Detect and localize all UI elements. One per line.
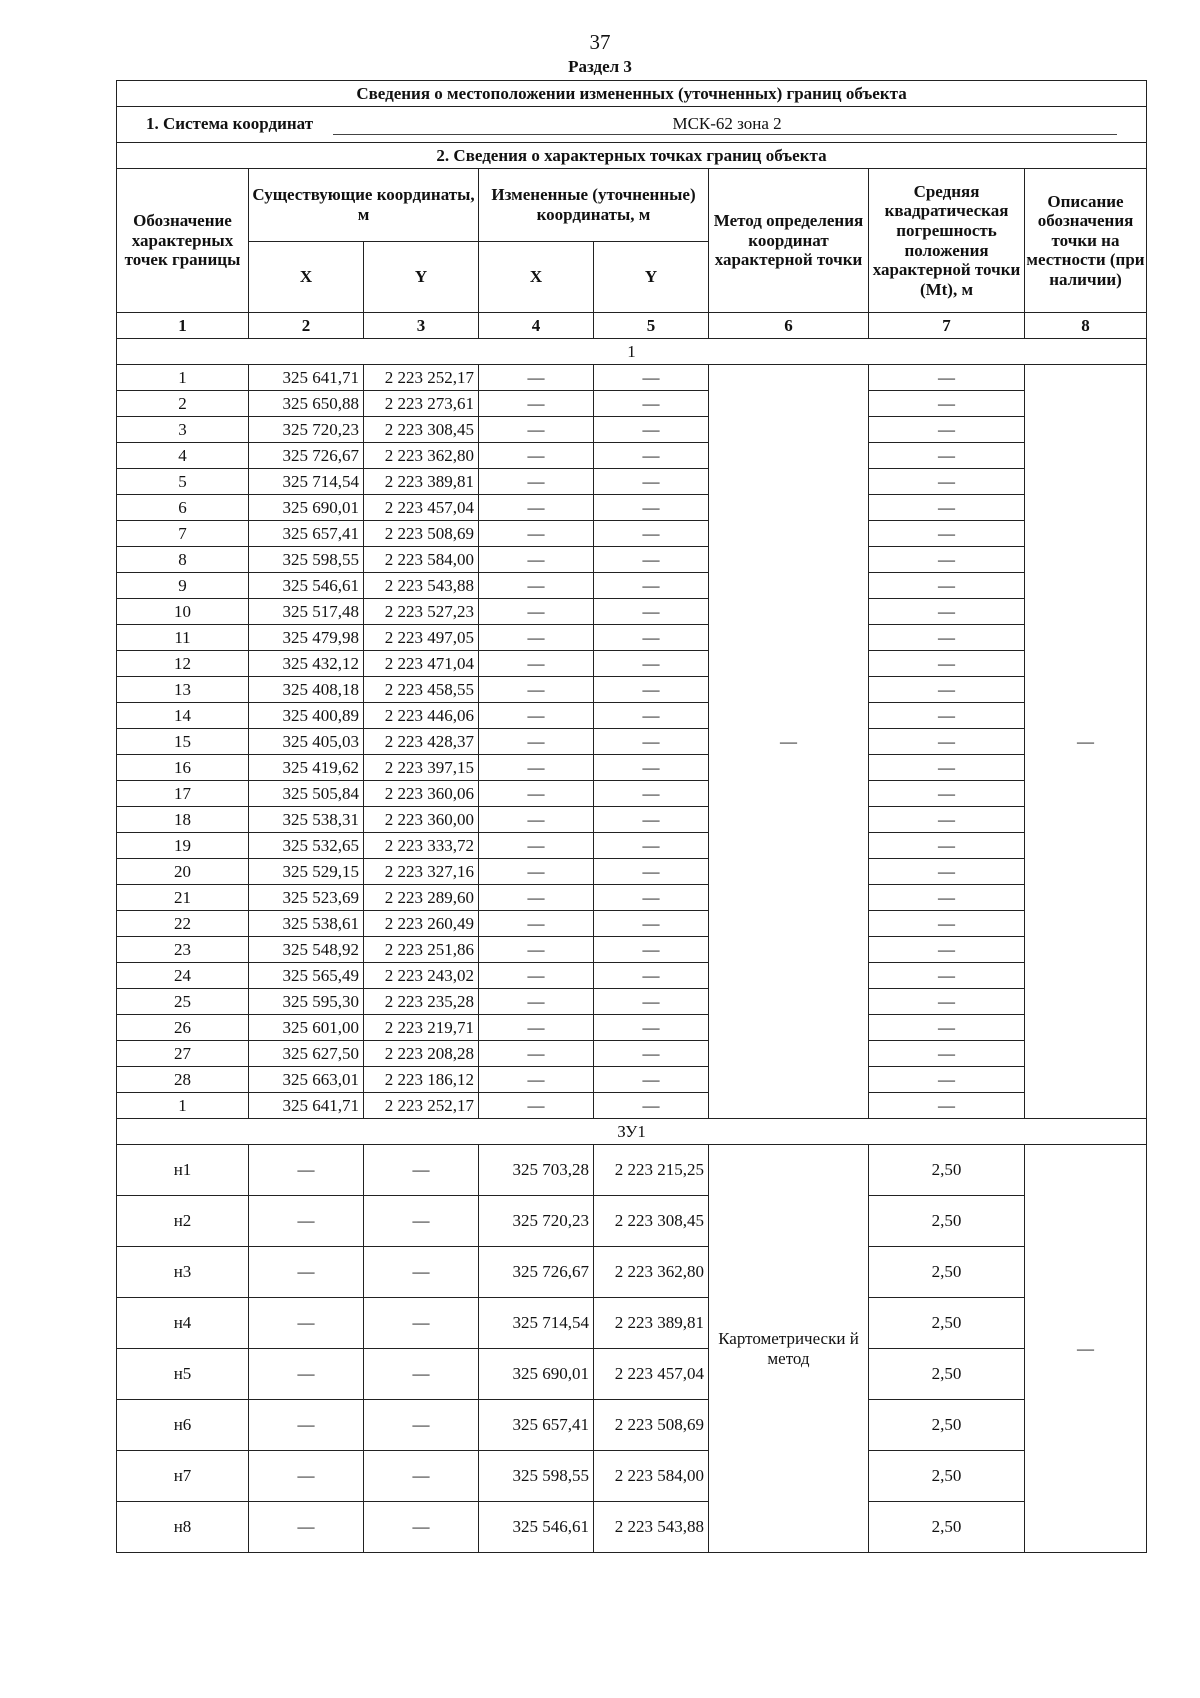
existing-x-cell: 325 657,41 [249,521,364,547]
existing-y-cell: 2 223 497,05 [364,625,479,651]
column-number: 4 [479,313,594,339]
error-cell: 2,50 [869,1400,1025,1451]
error-cell: — [869,651,1025,677]
table-row [117,1400,1147,1451]
error-cell: — [869,963,1025,989]
point-id-cell: 6 [117,495,249,521]
group-label: 1 [117,339,1147,365]
error-cell: — [869,1041,1025,1067]
changed-x-cell: — [479,417,594,443]
error-cell: — [869,1093,1025,1119]
existing-y-cell: 2 223 527,23 [364,599,479,625]
table-row [117,1451,1147,1502]
existing-y-cell: 2 223 333,72 [364,833,479,859]
table-row [117,807,1147,833]
error-cell: — [869,885,1025,911]
boundary-points-table [116,80,1147,1553]
table-row [117,391,1147,417]
existing-x-cell: — [249,1247,364,1298]
column-number: 7 [869,313,1025,339]
existing-x-cell: — [249,1400,364,1451]
changed-y-cell: — [594,963,709,989]
existing-y-cell: 2 223 327,16 [364,859,479,885]
existing-x-cell: 325 714,54 [249,469,364,495]
existing-x-cell: 325 432,12 [249,651,364,677]
coord-system-value: МСК-62 зона 2 [333,114,1117,135]
point-id-cell: 1 [117,1093,249,1119]
point-id-cell: н4 [117,1298,249,1349]
existing-y-cell: 2 223 508,69 [364,521,479,547]
table-row [117,521,1147,547]
header-changed-coords: Измененные (уточненные) координаты, м [479,169,709,242]
method-cell: — [709,365,869,1119]
changed-x-cell: — [479,781,594,807]
changed-x-cell: — [479,937,594,963]
table-row [117,1015,1147,1041]
changed-y-cell: 2 223 308,45 [594,1196,709,1247]
point-id-cell: н3 [117,1247,249,1298]
point-id-cell: н8 [117,1502,249,1553]
changed-y-cell: — [594,469,709,495]
changed-y-cell: — [594,885,709,911]
existing-x-cell: 325 641,71 [249,365,364,391]
existing-x-cell: 325 663,01 [249,1067,364,1093]
existing-x-cell: 325 641,71 [249,1093,364,1119]
point-id-cell: 8 [117,547,249,573]
error-cell: 2,50 [869,1298,1025,1349]
error-cell: 2,50 [869,1247,1025,1298]
point-id-cell: 18 [117,807,249,833]
existing-y-cell: 2 223 397,15 [364,755,479,781]
changed-x-cell: — [479,443,594,469]
column-number: 1 [117,313,249,339]
table-row [117,573,1147,599]
point-id-cell: 10 [117,599,249,625]
table-row [117,365,1147,391]
error-cell: — [869,989,1025,1015]
point-id-cell: 2 [117,391,249,417]
error-cell: — [869,703,1025,729]
existing-y-cell: — [364,1400,479,1451]
changed-x-cell: — [479,989,594,1015]
changed-y-cell: — [594,729,709,755]
existing-y-cell: — [364,1247,479,1298]
table-row [117,1298,1147,1349]
changed-x-cell: — [479,807,594,833]
changed-y-cell: — [594,807,709,833]
changed-y-cell: 2 223 389,81 [594,1298,709,1349]
existing-y-cell: 2 223 458,55 [364,677,479,703]
error-cell: — [869,729,1025,755]
changed-x-cell: — [479,911,594,937]
existing-y-cell: — [364,1196,479,1247]
error-cell: — [869,677,1025,703]
point-id-cell: 16 [117,755,249,781]
table-row [117,1349,1147,1400]
error-cell: — [869,859,1025,885]
changed-y-cell: — [594,911,709,937]
table-row [117,547,1147,573]
changed-y-cell: 2 223 508,69 [594,1400,709,1451]
error-cell: — [869,521,1025,547]
header-x-changed: X [479,242,594,313]
table-row [117,781,1147,807]
existing-y-cell: 2 223 389,81 [364,469,479,495]
point-id-cell: 14 [117,703,249,729]
changed-x-cell: 325 690,01 [479,1349,594,1400]
existing-y-cell: — [364,1349,479,1400]
changed-y-cell: — [594,1093,709,1119]
existing-y-cell: 2 223 273,61 [364,391,479,417]
table-row [117,1502,1147,1553]
changed-y-cell: — [594,651,709,677]
table-row [117,729,1147,755]
existing-x-cell: — [249,1349,364,1400]
changed-x-cell: — [479,859,594,885]
changed-y-cell: 2 223 215,25 [594,1145,709,1196]
changed-y-cell: — [594,391,709,417]
existing-x-cell: 325 598,55 [249,547,364,573]
existing-y-cell: — [364,1502,479,1553]
changed-y-cell: — [594,859,709,885]
existing-y-cell: 2 223 289,60 [364,885,479,911]
existing-y-cell: 2 223 471,04 [364,651,479,677]
error-cell: — [869,443,1025,469]
existing-x-cell: 325 405,03 [249,729,364,755]
point-id-cell: 4 [117,443,249,469]
existing-x-cell: 325 505,84 [249,781,364,807]
error-cell: — [869,911,1025,937]
changed-x-cell: 325 703,28 [479,1145,594,1196]
error-cell: — [869,755,1025,781]
point-id-cell: 22 [117,911,249,937]
existing-y-cell: 2 223 446,06 [364,703,479,729]
existing-y-cell: 2 223 252,17 [364,1093,479,1119]
error-cell: — [869,573,1025,599]
error-cell: — [869,1015,1025,1041]
changed-y-cell: — [594,417,709,443]
changed-y-cell: — [594,599,709,625]
error-cell: — [869,807,1025,833]
column-number: 3 [364,313,479,339]
existing-y-cell: 2 223 251,86 [364,937,479,963]
changed-x-cell: — [479,677,594,703]
changed-y-cell: — [594,495,709,521]
existing-x-cell: 325 532,65 [249,833,364,859]
existing-x-cell: 325 529,15 [249,859,364,885]
changed-x-cell: — [479,391,594,417]
changed-y-cell: 2 223 362,80 [594,1247,709,1298]
existing-y-cell: 2 223 360,00 [364,807,479,833]
point-id-cell: 3 [117,417,249,443]
point-id-cell: 17 [117,781,249,807]
header-method: Метод определения координат характерной точки [709,169,869,313]
point-id-cell: 5 [117,469,249,495]
existing-y-cell: 2 223 243,02 [364,963,479,989]
point-id-cell: 11 [117,625,249,651]
header-y-existing: Y [364,242,479,313]
table-row [117,651,1147,677]
point-id-cell: н5 [117,1349,249,1400]
header-error: Средняя квадратическая погрешность положения характерной точки (Mt), м [869,169,1025,313]
existing-x-cell: 325 627,50 [249,1041,364,1067]
doc-title: Сведения о местоположении измененных (уточненных) границ объекта [117,81,1147,107]
point-id-cell: 25 [117,989,249,1015]
error-cell: — [869,391,1025,417]
existing-x-cell: — [249,1196,364,1247]
error-cell: — [869,833,1025,859]
point-id-cell: 23 [117,937,249,963]
coord-system-row [117,107,1147,143]
point-id-cell: 12 [117,651,249,677]
changed-y-cell: — [594,573,709,599]
existing-y-cell: 2 223 260,49 [364,911,479,937]
existing-x-cell: — [249,1145,364,1196]
changed-x-cell: 325 726,67 [479,1247,594,1298]
existing-x-cell: 325 546,61 [249,573,364,599]
changed-x-cell: — [479,573,594,599]
table-row [117,937,1147,963]
changed-x-cell: — [479,1093,594,1119]
table-row [117,1196,1147,1247]
error-cell: — [869,781,1025,807]
changed-x-cell: — [479,755,594,781]
table-row [117,911,1147,937]
page-number: 37 [589,30,611,54]
error-cell: — [869,937,1025,963]
existing-y-cell: 2 223 219,71 [364,1015,479,1041]
table-row [117,1067,1147,1093]
existing-y-cell: 2 223 584,00 [364,547,479,573]
error-cell: — [869,1067,1025,1093]
table-row [117,885,1147,911]
changed-y-cell: — [594,833,709,859]
changed-x-cell: 325 598,55 [479,1451,594,1502]
existing-x-cell: 325 548,92 [249,937,364,963]
changed-y-cell: 2 223 543,88 [594,1502,709,1553]
point-id-cell: 27 [117,1041,249,1067]
point-id-cell: 1 [117,365,249,391]
existing-y-cell: 2 223 252,17 [364,365,479,391]
error-cell: — [869,625,1025,651]
table-row [117,599,1147,625]
existing-y-cell: 2 223 543,88 [364,573,479,599]
coord-system-label: 1. Система координат [145,114,314,134]
error-cell: 2,50 [869,1145,1025,1196]
changed-y-cell: 2 223 584,00 [594,1451,709,1502]
header-description: Описание обозначения точки на местности (при наличии) [1025,169,1147,313]
existing-y-cell: 2 223 457,04 [364,495,479,521]
changed-y-cell: — [594,1067,709,1093]
table-row [117,989,1147,1015]
point-id-cell: 13 [117,677,249,703]
column-number: 5 [594,313,709,339]
table-row [117,703,1147,729]
point-id-cell: 26 [117,1015,249,1041]
existing-x-cell: 325 720,23 [249,417,364,443]
existing-x-cell: 325 400,89 [249,703,364,729]
existing-y-cell: 2 223 308,45 [364,417,479,443]
section-title: Раздел 3 [568,57,632,76]
existing-x-cell: — [249,1451,364,1502]
changed-x-cell: — [479,1015,594,1041]
point-id-cell: 9 [117,573,249,599]
table-row [117,625,1147,651]
error-cell: 2,50 [869,1502,1025,1553]
existing-x-cell: 325 538,31 [249,807,364,833]
existing-y-cell: — [364,1451,479,1502]
point-id-cell: 7 [117,521,249,547]
changed-x-cell: 325 720,23 [479,1196,594,1247]
existing-y-cell: 2 223 428,37 [364,729,479,755]
method-cell: Картометрически й метод [709,1145,869,1553]
changed-y-cell: — [594,365,709,391]
point-id-cell: н1 [117,1145,249,1196]
error-cell: — [869,469,1025,495]
error-cell: — [869,417,1025,443]
header-x-existing: X [249,242,364,313]
existing-y-cell: — [364,1298,479,1349]
existing-x-cell: 325 517,48 [249,599,364,625]
point-id-cell: н7 [117,1451,249,1502]
table-row [117,963,1147,989]
table-row [117,495,1147,521]
changed-y-cell: 2 223 457,04 [594,1349,709,1400]
changed-x-cell: — [479,651,594,677]
table-row [117,1247,1147,1298]
existing-y-cell: 2 223 208,28 [364,1041,479,1067]
point-id-cell: 15 [117,729,249,755]
changed-x-cell: — [479,469,594,495]
changed-y-cell: — [594,1015,709,1041]
existing-x-cell: 325 601,00 [249,1015,364,1041]
existing-x-cell: 325 479,98 [249,625,364,651]
error-cell: 2,50 [869,1349,1025,1400]
table-row [117,443,1147,469]
changed-x-cell: — [479,599,594,625]
points-title: 2. Сведения о характерных точках границ объекта [117,143,1147,169]
table-row [117,1093,1147,1119]
table-row [117,417,1147,443]
existing-x-cell: 325 690,01 [249,495,364,521]
changed-y-cell: — [594,755,709,781]
existing-x-cell: 325 538,61 [249,911,364,937]
error-cell: 2,50 [869,1451,1025,1502]
changed-y-cell: — [594,677,709,703]
existing-x-cell: 325 523,69 [249,885,364,911]
table-row [117,469,1147,495]
column-number: 2 [249,313,364,339]
changed-x-cell: — [479,625,594,651]
error-cell: — [869,599,1025,625]
column-number: 8 [1025,313,1147,339]
changed-y-cell: — [594,989,709,1015]
table-row [117,1041,1147,1067]
existing-x-cell: 325 595,30 [249,989,364,1015]
existing-y-cell: 2 223 362,80 [364,443,479,469]
point-id-cell: 19 [117,833,249,859]
point-id-cell: н6 [117,1400,249,1451]
changed-y-cell: — [594,443,709,469]
table-row [117,755,1147,781]
group-label: ЗУ1 [117,1119,1147,1145]
changed-x-cell: 325 657,41 [479,1400,594,1451]
changed-y-cell: — [594,937,709,963]
column-number: 6 [709,313,869,339]
changed-y-cell: — [594,625,709,651]
changed-x-cell: — [479,703,594,729]
error-cell: — [869,547,1025,573]
existing-x-cell: 325 408,18 [249,677,364,703]
changed-x-cell: — [479,521,594,547]
existing-x-cell: 325 565,49 [249,963,364,989]
table-row [117,833,1147,859]
error-cell: — [869,365,1025,391]
changed-x-cell: — [479,495,594,521]
error-cell: — [869,495,1025,521]
existing-x-cell: — [249,1298,364,1349]
changed-x-cell: — [479,885,594,911]
point-id-cell: 20 [117,859,249,885]
changed-x-cell: — [479,365,594,391]
changed-x-cell: — [479,833,594,859]
changed-y-cell: — [594,1041,709,1067]
existing-y-cell: — [364,1145,479,1196]
point-id-cell: 21 [117,885,249,911]
changed-y-cell: — [594,781,709,807]
changed-y-cell: — [594,521,709,547]
changed-x-cell: — [479,547,594,573]
existing-x-cell: 325 726,67 [249,443,364,469]
point-id-cell: 28 [117,1067,249,1093]
changed-x-cell: — [479,1067,594,1093]
existing-x-cell: 325 419,62 [249,755,364,781]
description-cell: — [1025,365,1147,1119]
existing-y-cell: 2 223 186,12 [364,1067,479,1093]
table-row [117,677,1147,703]
changed-y-cell: — [594,547,709,573]
existing-y-cell: 2 223 235,28 [364,989,479,1015]
header-y-changed: Y [594,242,709,313]
point-id-cell: н2 [117,1196,249,1247]
header-point-designation: Обозначение характерных точек границы [117,169,249,313]
header-existing-coords: Существующие координаты, м [249,169,479,242]
point-id-cell: 24 [117,963,249,989]
error-cell: 2,50 [869,1196,1025,1247]
description-cell: — [1025,1145,1147,1553]
changed-x-cell: — [479,963,594,989]
changed-x-cell: 325 714,54 [479,1298,594,1349]
table-row [117,859,1147,885]
changed-x-cell: — [479,729,594,755]
table-row [117,1145,1147,1196]
existing-x-cell: — [249,1502,364,1553]
changed-x-cell: — [479,1041,594,1067]
changed-y-cell: — [594,703,709,729]
changed-x-cell: 325 546,61 [479,1502,594,1553]
existing-x-cell: 325 650,88 [249,391,364,417]
existing-y-cell: 2 223 360,06 [364,781,479,807]
